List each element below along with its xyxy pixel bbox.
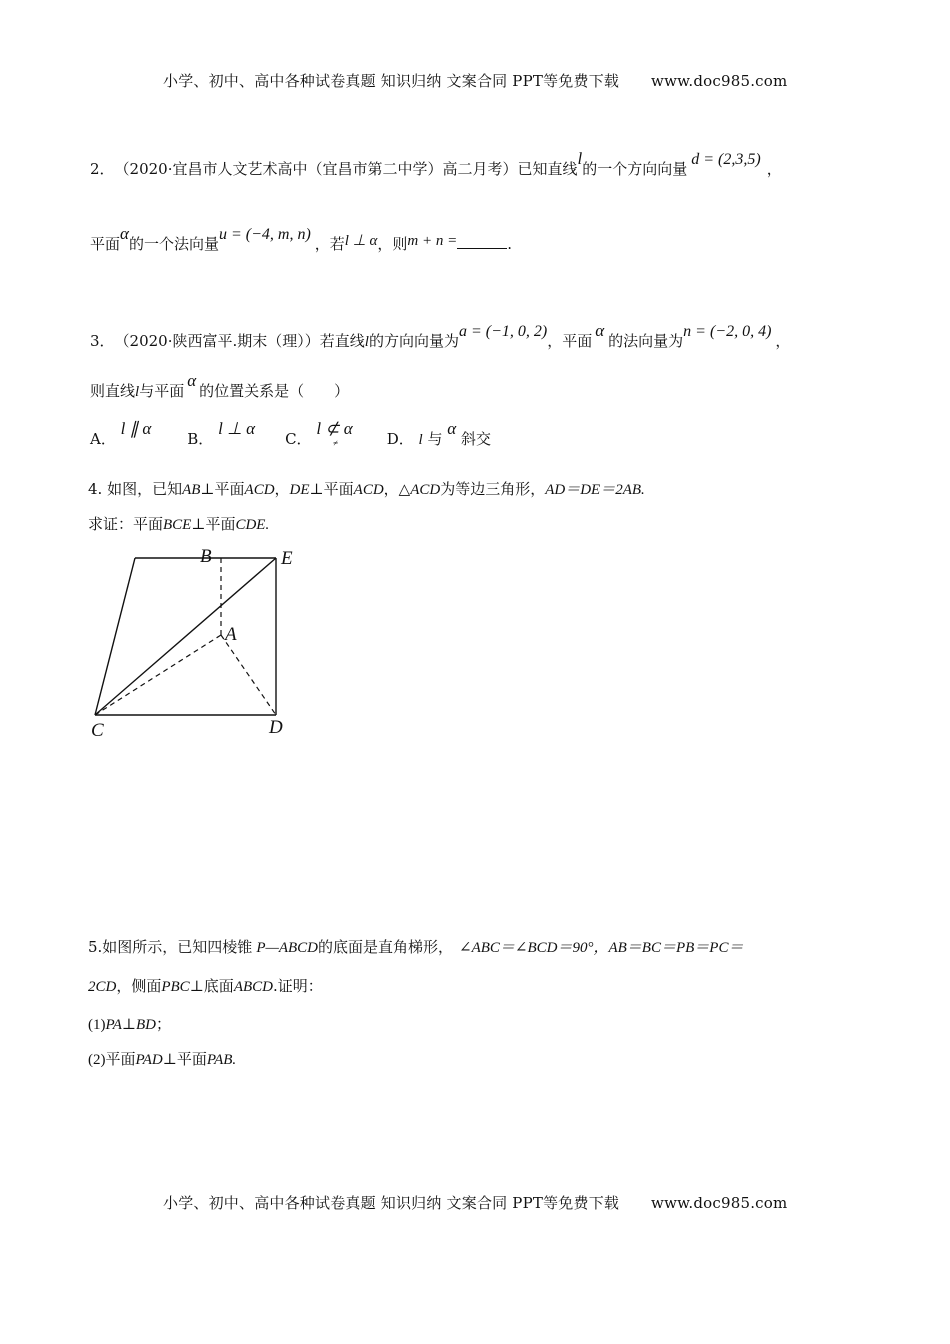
q2-comma: ， — [766, 160, 782, 178]
q3-option-d[interactable] — [386, 419, 492, 449]
q4-line1 — [88, 478, 645, 499]
q4-text: ⊥平面 — [191, 515, 236, 533]
q3-alpha2: α — [187, 371, 197, 390]
q2-number: 2． — [90, 160, 115, 178]
q5-equalities: AB＝BC＝PB＝PC＝ — [608, 940, 744, 956]
label-d: D — [269, 717, 283, 738]
q2-source: （2020·宜昌市人文艺术高中（宜昌市第二中学）高二月考）已知直线 — [114, 160, 578, 178]
label-a: A — [225, 624, 237, 645]
page-header — [163, 70, 787, 91]
q4-text: 4. 如图，已知 — [88, 480, 183, 498]
q4-text: 为等边三角形， — [440, 480, 546, 498]
q2-line2 — [90, 224, 513, 254]
option-mid: 与 — [427, 430, 443, 448]
q2-vec-d: d = (2,3,5) — [691, 151, 761, 168]
q2-expr: m + n = — [407, 233, 458, 249]
q5-abcd: ABCD — [233, 979, 273, 995]
q4-cde: CDE. — [235, 517, 270, 533]
option-sub: ≠ — [333, 438, 339, 448]
q2-text2: 的一个法向量 — [128, 235, 219, 253]
q3-source: （2020·陕西富平.期末（理））若直线 — [114, 332, 365, 350]
header-url: www.doc985.com — [651, 72, 788, 90]
q5-part2-number: (2) — [88, 1052, 106, 1068]
footer-url: www.doc985.com — [651, 1194, 788, 1212]
q3-line1 — [90, 321, 791, 351]
option-label: D． — [386, 430, 414, 448]
q3-line2b: 与平面 — [139, 382, 185, 400]
q4-text: ，△ — [383, 480, 411, 498]
option-label: B． — [187, 430, 214, 448]
q5-text: .证明： — [272, 977, 323, 995]
q3-l: l — [364, 334, 369, 350]
q4-text: ⊥平面 — [200, 480, 245, 498]
q2-line1 — [90, 149, 782, 179]
q5-text: ，侧面 — [116, 977, 162, 995]
option-expr: l ⊥ α — [218, 419, 256, 438]
q3-line2: 则直线 — [90, 382, 136, 400]
q4-acd: ACD — [353, 482, 384, 498]
edge-ad-dashed — [221, 635, 276, 715]
q3-comma: ， — [775, 332, 791, 350]
q2-alpha: α — [120, 224, 129, 243]
option-label: C． — [285, 430, 312, 448]
q4-bce: BCE — [163, 517, 192, 533]
header-text: 小学、初中、高中各种试卷真题 知识归纳 文案合同 PPT等免费下载 — [163, 72, 620, 90]
q4-ab: AB — [182, 482, 201, 498]
q5-part1-statement: PA⊥BD — [105, 1017, 156, 1033]
q3-text1: 的方向向量为 — [368, 332, 459, 350]
option-label: A． — [90, 430, 116, 448]
q3-alpha: α — [595, 321, 605, 340]
label-b: B — [200, 546, 212, 567]
page-footer — [163, 1192, 787, 1213]
option-expr: l ∥ α — [120, 419, 152, 438]
q4-text: 求证：平面 — [88, 515, 164, 533]
q2-answer-blank[interactable] — [457, 234, 507, 249]
q5-text: ⊥底面 — [189, 977, 234, 995]
q5-part2 — [88, 1048, 236, 1069]
q5-text: 5.如图所示，已知四棱锥 — [88, 938, 253, 956]
q2-cond: l ⊥ α — [344, 233, 378, 249]
q5-text: 平面 — [105, 1050, 136, 1068]
q5-line1 — [88, 936, 743, 957]
q3-line2c: 的位置关系是（ ） — [199, 382, 350, 400]
q3-number: 3． — [90, 332, 115, 350]
option-alpha: α — [447, 419, 457, 438]
footer-text: 小学、初中、高中各种试卷真题 知识归纳 文案合同 PPT等免费下载 — [163, 1194, 620, 1212]
q5-line2 — [88, 975, 323, 996]
option-tail: 斜交 — [461, 430, 492, 448]
q3-vec-n: n = (−2, 0, 4) — [683, 323, 772, 340]
q5-pabcd: P—ABCD — [256, 940, 318, 956]
q3-option-a[interactable] — [90, 419, 152, 449]
q3-options — [90, 419, 492, 449]
q2-end: . — [507, 235, 513, 253]
q5-text: ； — [156, 1015, 172, 1033]
q3-option-c[interactable] — [285, 419, 353, 449]
q4-line2 — [88, 513, 269, 534]
q4-text: ， — [274, 480, 290, 498]
q5-part1-number: (1) — [88, 1017, 106, 1033]
q3-text2: ，平面 — [547, 332, 593, 350]
q2-line2-start: 平面 — [90, 235, 121, 253]
q4-equation: AD＝DE＝2AB. — [545, 482, 645, 498]
q5-text: ⊥平面 — [162, 1050, 207, 1068]
q5-2cd: 2CD — [88, 979, 117, 995]
q2-l: l — [577, 149, 583, 168]
q3-text3: 的法向量为 — [608, 332, 684, 350]
option-expr: l ⊄ α — [316, 419, 353, 438]
label-c: C — [91, 720, 104, 741]
q4-text: ⊥平面 — [309, 480, 354, 498]
q2-text3: ，若 — [314, 235, 345, 253]
q5-angles: ∠ABC＝∠BCD＝90°， — [459, 940, 609, 956]
q3-line2 — [90, 371, 350, 401]
edge-ca-dashed — [95, 635, 221, 715]
q4-de: DE — [289, 482, 310, 498]
q5-pbc: PBC — [161, 979, 190, 995]
q2-vec-u: u = (−4, m, n) — [218, 226, 311, 243]
edge-cb — [95, 558, 135, 715]
q5-pad: PAD — [135, 1052, 163, 1068]
option-expr: l — [418, 432, 423, 448]
q4-figure — [85, 540, 310, 745]
q4-acd: ACD — [244, 482, 275, 498]
q4-acd: ACD — [410, 482, 441, 498]
label-e: E — [281, 548, 293, 569]
edge-ce — [95, 558, 276, 715]
q5-part1 — [88, 1013, 171, 1034]
q5-text: 的底面是直角梯形， — [318, 938, 454, 956]
q3-vec-a: a = (−1, 0, 2) — [458, 323, 548, 340]
q2-text1: 的一个方向向量 — [582, 160, 688, 178]
q5-pab: PAB. — [206, 1052, 237, 1068]
q2-text4: ，则 — [377, 235, 408, 253]
q3-l2: l — [135, 384, 140, 400]
q3-option-b[interactable] — [187, 419, 256, 449]
